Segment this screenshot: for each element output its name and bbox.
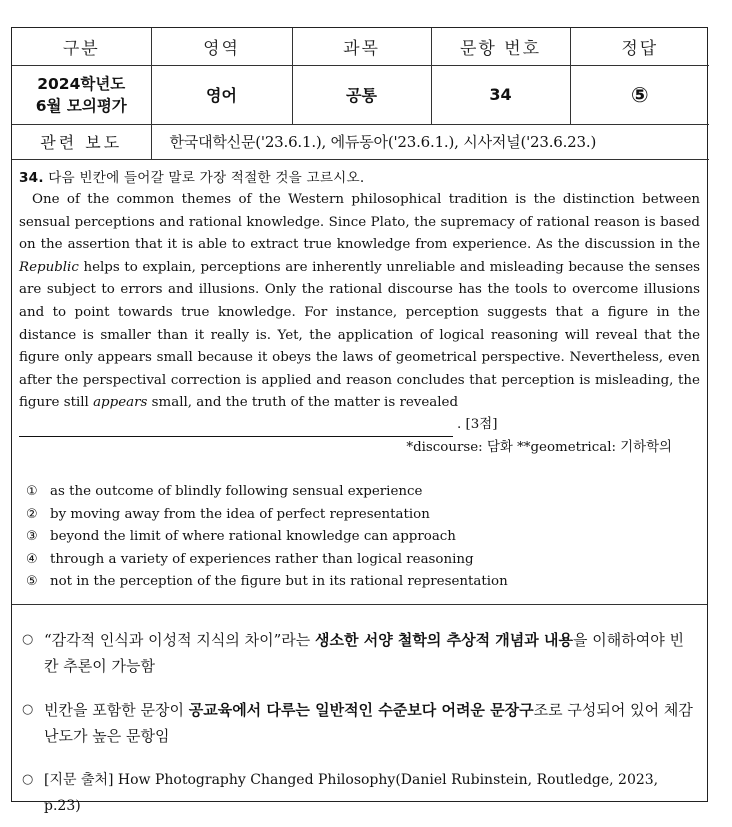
question-prompt: [19, 167, 700, 190]
passage-part-3: small, and the truth of the matter is revealed: [147, 395, 459, 411]
note-1-bold: 생소한 서양 철학의 추상적 개념과 내용: [315, 630, 573, 649]
question-section: [12, 160, 707, 594]
option-1: [26, 481, 700, 504]
option-3: [26, 526, 700, 549]
option-3-number: ③: [26, 529, 38, 545]
passage-italic-republic: Republic: [19, 259, 79, 275]
passage-italic-appears: appears: [93, 395, 148, 411]
note-2: [22, 697, 697, 749]
bullet-icon: ○: [22, 701, 34, 717]
note-2-text: [44, 697, 697, 749]
bullet-icon: ○: [22, 631, 34, 647]
header-item-number: 문항 번호: [431, 28, 570, 65]
note-1-post: 을 이해하여야 빈칸 추론이 가능함: [44, 630, 684, 675]
note-source: [22, 767, 697, 819]
question-number: 34.: [19, 169, 44, 186]
option-5-text: not in the perception of the figure but in its rational representation: [50, 574, 508, 590]
note-1: [22, 627, 697, 679]
area-value: 영어: [151, 65, 292, 124]
subject-value: 공통: [292, 65, 431, 124]
option-1-number: ①: [26, 484, 38, 500]
note-2-pre: 빈칸을 포함한 문장이: [44, 700, 189, 719]
note-1-pre: “감각적 인식과 이성적 지식의 차이”라는: [44, 630, 316, 649]
option-5-number: ⑤: [26, 574, 38, 590]
option-2-number: ②: [26, 506, 38, 522]
header-category: 구분: [12, 28, 151, 65]
exam-year: 2024학년도: [37, 74, 126, 93]
related-press-value: 한국대학신문('23.6.1.), 에듀동아('23.6.1.), 시사저널('23.6.23.): [151, 124, 709, 159]
item-number-value: 34: [431, 65, 570, 124]
note-2-post: 조로 구성되어 있어 체감 난도가 높은 문항임: [44, 700, 693, 745]
option-1-text: as the outcome of blindly following sensual experience: [50, 484, 423, 500]
passage-part-1: One of the common themes of the Western philosophical tradition is the distinction between sensual perceptions and rational knowledge. Since Plato, the supremacy of rational reason is based on the assertion that it is able to extract true knowledge from experience. As the discussion in the: [19, 192, 700, 253]
header-answer: 정답: [570, 28, 709, 65]
answer-options: [19, 481, 700, 594]
option-3-text: beyond the limit of where rational knowledge can approach: [50, 529, 456, 545]
info-table: [12, 28, 709, 160]
answer-blank: [19, 422, 453, 437]
option-2-text: by moving away from the idea of perfect representation: [50, 506, 430, 522]
option-4-number: ④: [26, 551, 38, 567]
blank-row: [19, 415, 700, 437]
option-2: [26, 504, 700, 527]
option-4: [26, 549, 700, 572]
header-area: 영역: [151, 28, 292, 65]
bullet-icon: ○: [22, 771, 34, 787]
points-label: . [3점]: [457, 417, 498, 433]
exam-month: 6월 모의평가: [35, 96, 127, 115]
option-4-text: through a variety of experiences rather than logical reasoning: [50, 551, 474, 567]
question-prompt-text: 다음 빈칸에 들어갈 말로 가장 적절한 것을 고르시오.: [48, 169, 365, 186]
header-subject: 과목: [292, 28, 431, 65]
analysis-notes: [12, 605, 707, 819]
passage-text: [19, 189, 700, 415]
note-2-bold: 공교육에서 다루는 일반적인 수준보다 어려운 문장구: [188, 700, 534, 719]
exam-name: [12, 65, 151, 124]
source-citation: [지문 출처] How Photography Changed Philosophy(Daniel Rubinstein, Routledge, 2023, p.23): [44, 771, 659, 814]
document-frame: [11, 27, 708, 814]
option-5: [26, 571, 700, 594]
answer-value: ⑤: [570, 65, 709, 124]
passage-part-2: helps to explain, perceptions are inherently unreliable and misleading because the senses are subject to errors and illusions. Only the rational discourse has the tools to overcome illusions and to point towards true knowledge. For instance, perception suggests that a figure in the distance is smaller than it really is. Yet, the application of logical reasoning will reveal that the figure only appears small because it obeys the laws of geometrical perspective. Nevertheless, even after the perspectival correction is applied and reason concludes that perception is misleading, the figure still: [19, 259, 700, 411]
note-1-text: [44, 627, 697, 679]
footnote: *discourse: 담화 **geometrical: 기하학의: [406, 440, 672, 456]
related-press-label: 관련 보도: [12, 124, 151, 159]
